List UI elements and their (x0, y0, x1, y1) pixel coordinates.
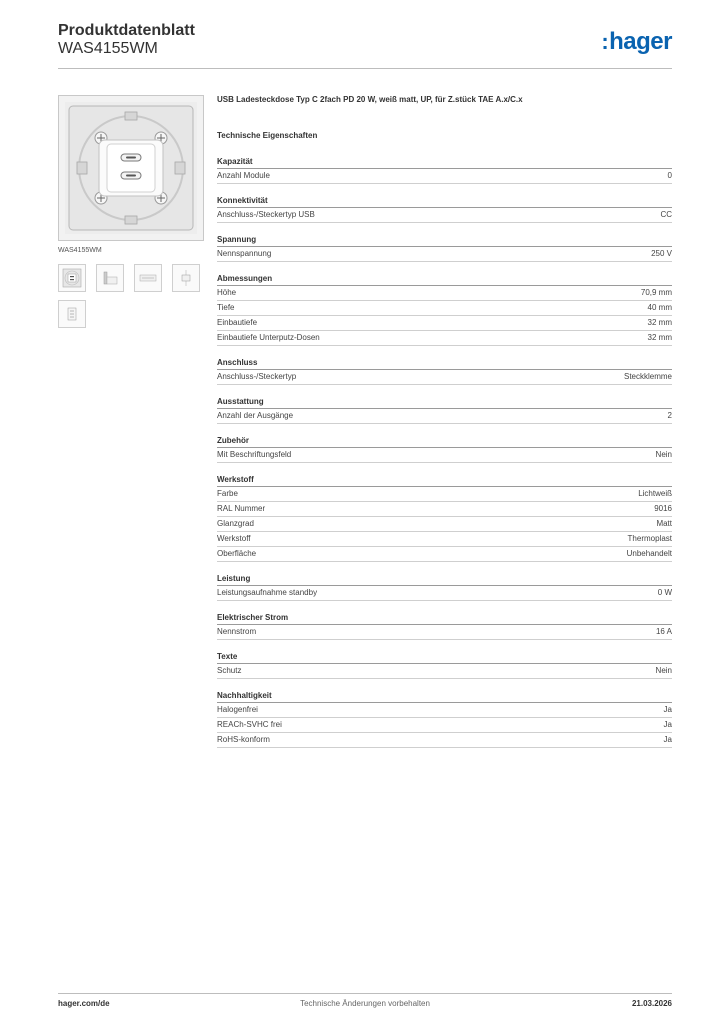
page-header (58, 20, 672, 69)
property-row (217, 502, 672, 517)
product-image (58, 95, 204, 241)
property-row (217, 316, 672, 331)
property-value: Ja (663, 720, 672, 729)
property-group (217, 357, 672, 385)
group-title: Zubehör (217, 435, 672, 448)
property-value: Thermoplast (627, 534, 672, 543)
property-label: Farbe (217, 489, 238, 498)
property-label: Nennspannung (217, 249, 272, 258)
property-row (217, 517, 672, 532)
property-value: 250 V (651, 249, 672, 258)
property-row (217, 625, 672, 640)
page-title: Produktdatenblatt (58, 22, 195, 39)
image-caption: WAS4155WM (58, 247, 102, 254)
property-label: RAL Nummer (217, 504, 266, 513)
property-value: 70,9 mm (640, 288, 672, 297)
article-number: WAS4155WM (58, 40, 158, 57)
group-title: Nachhaltigkeit (217, 690, 672, 703)
side-view-icon (100, 268, 120, 288)
property-row (217, 448, 672, 463)
footer-website-link[interactable]: hager.com/de (58, 999, 110, 1008)
property-label: Nennstrom (217, 627, 257, 636)
property-value: 32 mm (647, 333, 672, 342)
thumbnail-side-view[interactable] (96, 264, 124, 292)
property-group (217, 651, 672, 679)
thumbnail-top-view[interactable] (134, 264, 162, 292)
property-row (217, 547, 672, 562)
property-label: REACh-SVHC frei (217, 720, 282, 729)
property-label: RoHS-konform (217, 735, 270, 744)
property-group (217, 195, 672, 223)
property-group (217, 573, 672, 601)
property-label: Werkstoff (217, 534, 251, 543)
dimension-drawing-icon (62, 304, 82, 324)
property-groups (217, 156, 672, 748)
footer-date: 21.03.2026 (631, 999, 672, 1008)
group-title: Kapazität (217, 156, 672, 169)
property-row (217, 409, 672, 424)
property-row (217, 733, 672, 748)
property-label: Mit Beschriftungsfeld (217, 450, 292, 459)
property-row (217, 703, 672, 718)
property-value: 2 (667, 411, 672, 420)
property-label: Höhe (217, 288, 237, 297)
property-value: Nein (655, 450, 672, 459)
property-value: Matt (656, 519, 672, 528)
property-row (217, 331, 672, 346)
property-label: Halogenfrei (217, 705, 258, 714)
property-value: 0 W (657, 588, 672, 597)
top-view-icon (138, 268, 158, 288)
property-row (217, 208, 672, 223)
property-value: Ja (663, 705, 672, 714)
page-footer (58, 993, 672, 1012)
property-group (217, 474, 672, 562)
property-label: Einbautiefe Unterputz-Dosen (217, 333, 320, 342)
logo-text: hager (609, 28, 672, 55)
property-value: Unbehandelt (626, 549, 672, 558)
group-title: Leistung (217, 573, 672, 586)
property-row (217, 247, 672, 262)
property-label: Anschluss-/Steckertyp (217, 372, 297, 381)
thumbnail-socket-front[interactable] (58, 264, 86, 292)
property-value: CC (660, 210, 672, 219)
property-group (217, 234, 672, 262)
property-label: Leistungsaufnahme standby (217, 588, 318, 597)
property-group (217, 156, 672, 184)
property-group (217, 273, 672, 346)
property-row (217, 532, 672, 547)
property-group (217, 612, 672, 640)
property-row (217, 301, 672, 316)
technical-properties-heading: Technische Eigenschaften (217, 131, 318, 140)
property-row (217, 586, 672, 601)
property-row (217, 664, 672, 679)
properties-column (217, 95, 672, 759)
property-row (217, 286, 672, 301)
property-label: Glanzgrad (217, 519, 254, 528)
group-title: Elektrischer Strom (217, 612, 672, 625)
property-value: 40 mm (647, 303, 672, 312)
property-row (217, 718, 672, 733)
property-row (217, 370, 672, 385)
group-title: Werkstoff (217, 474, 672, 487)
group-title: Spannung (217, 234, 672, 247)
property-value: 0 (667, 171, 672, 180)
property-value: 16 A (655, 627, 672, 636)
thumbnail-gallery (58, 264, 204, 328)
socket-illustration (59, 96, 203, 240)
group-title: Ausstattung (217, 396, 672, 409)
property-label: Einbautiefe (217, 318, 258, 327)
property-row (217, 487, 672, 502)
property-row (217, 169, 672, 184)
section-view-icon (176, 268, 196, 288)
property-label: Tiefe (217, 303, 235, 312)
group-title: Texte (217, 651, 672, 664)
property-label: Anschluss-/Steckertyp USB (217, 210, 315, 219)
property-label: Anzahl Module (217, 171, 270, 180)
socket-front-icon (62, 268, 82, 288)
property-value: Nein (655, 666, 672, 675)
property-value: 9016 (654, 504, 672, 513)
property-label: Schutz (217, 666, 242, 675)
property-value: 32 mm (647, 318, 672, 327)
property-label: Oberfläche (217, 549, 257, 558)
property-group (217, 690, 672, 748)
thumbnail-dimension-drawing[interactable] (58, 300, 86, 328)
group-title: Konnektivität (217, 195, 672, 208)
group-title: Abmessungen (217, 273, 672, 286)
product-description: USB Ladesteckdose Typ C 2fach PD 20 W, weiß matt, UP, für Z.stück TAE A.x/C.x (217, 95, 523, 104)
footer-disclaimer: Technische Änderungen vorbehalten (300, 999, 430, 1008)
thumbnail-section-view[interactable] (172, 264, 200, 292)
property-value: Ja (663, 735, 672, 744)
property-group (217, 396, 672, 424)
property-value: Lichtweiß (638, 489, 672, 498)
property-value: Steckklemme (623, 372, 672, 381)
image-column (58, 95, 204, 328)
group-title: Anschluss (217, 357, 672, 370)
property-group (217, 435, 672, 463)
property-label: Anzahl der Ausgänge (217, 411, 294, 420)
hager-logo: :hager (601, 28, 672, 55)
